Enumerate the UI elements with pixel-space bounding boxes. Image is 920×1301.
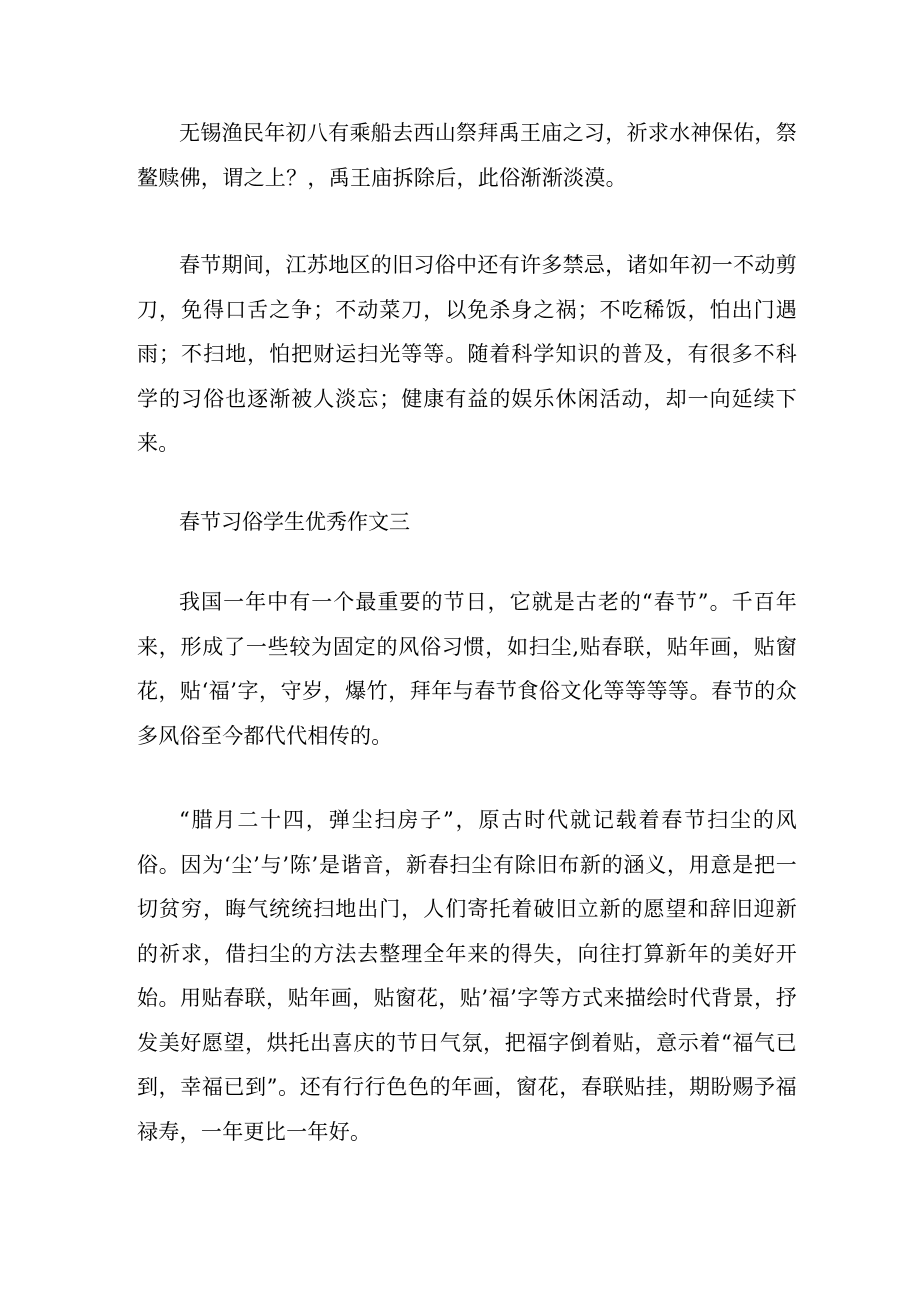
paragraph-wuxi-fishermen: 无锡渔民年初八有乘船去西山祭拜禹王庙之习，祈求水神保佑，祭鳌赎佛，谓之上？，禹王庙拆除后，此俗渐渐淡漠。	[137, 121, 797, 190]
document-page	[137, 0, 797, 1301]
paragraph-jiangsu-taboos: 春节期间，江苏地区的旧习俗中还有许多禁忌，诸如年初一不动剪刀，免得口舌之争；不动菜刀，以免杀身之祸；不吃稀饭，怕出门遇雨；不扫地，怕把财运扫光等等。随着科学知识的普及，有很多不科学的习俗也逐渐被人淡忘；健康有益的娱乐休闲活动，却一向延续下来。	[137, 253, 797, 455]
paragraph-spring-festival-customs: 我国一年中有一个最重要的节日，它就是古老的“春节”。千百年来，形成了一些较为固定的风俗习惯，如扫尘,贴春联，贴年画，贴窗花，贴‘福’字，守岁，爆竹，拜年与春节食俗文化等等等等。春节的众多风俗至今都代代相传的。	[137, 590, 797, 748]
essay-heading: 春节习俗学生优秀作文三	[179, 510, 410, 534]
paragraph-sweeping-dust: “腊月二十四，弹尘扫房子”，原古时代就记载着春节扫尘的风俗。因为‘尘’与’陈’是谐音，新春扫尘有除旧布新的涵义，用意是把一切贫穷，晦气统统扫地出门，人们寄托着破旧立新的愿望和辞旧迎新的祈求，借扫尘的方法去整理全年来的得失，向往打算新年的美好开始。用贴春联，贴年画，贴窗花，贴’福’字等方式来描绘时代背景，抒发美好愿望，烘托出喜庆的节日气氛，把福字倒着贴，意示着“福气已到，幸福已到”。还有行行色色的年画，窗花，春联贴挂，期盼赐予福禄寿，一年更比一年好。	[137, 808, 797, 1144]
